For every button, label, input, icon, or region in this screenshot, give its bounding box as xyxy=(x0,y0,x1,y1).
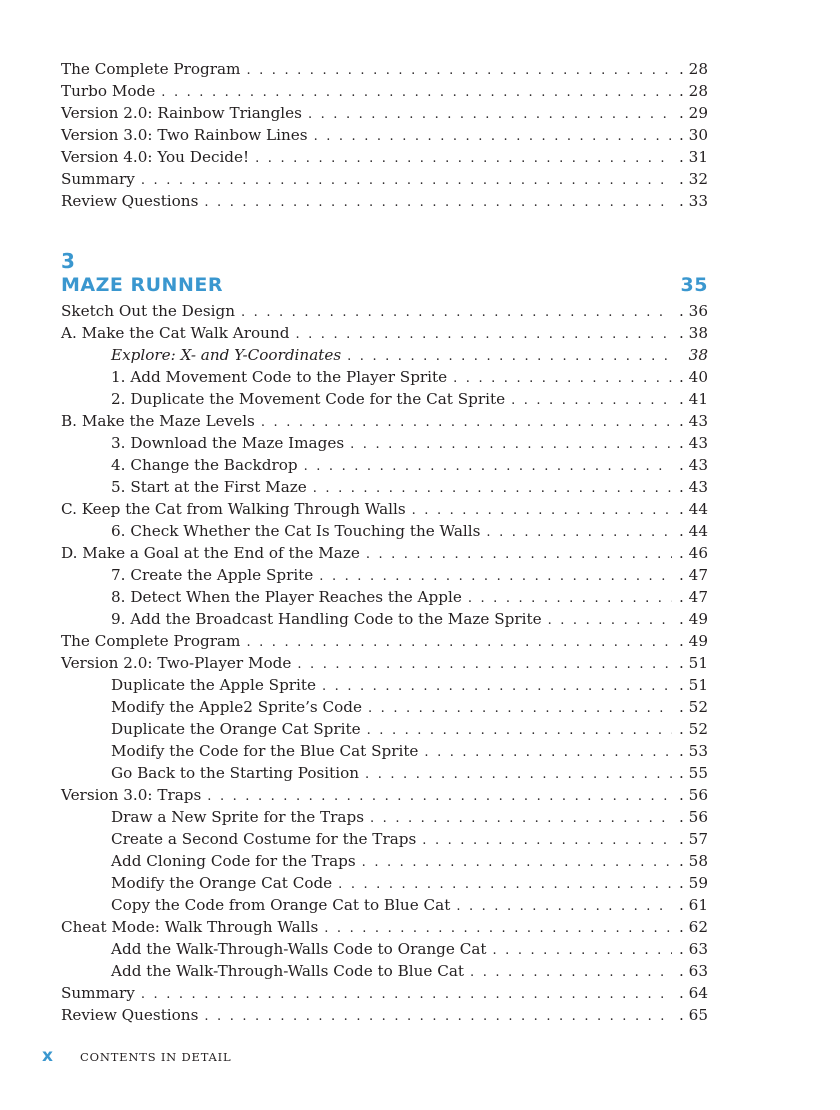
dot-leader xyxy=(241,302,672,324)
toc-entry-title: 6. Check Whether the Cat Is Touching the Walls xyxy=(111,522,481,540)
toc-entry-title: 4. Change the Backdrop xyxy=(111,456,298,474)
dot-leader xyxy=(246,632,672,654)
dot-leader xyxy=(308,104,672,126)
dot-leader xyxy=(468,588,672,610)
toc-entry-page: . 49 xyxy=(679,632,708,650)
toc-entry-title: The Complete Program xyxy=(61,632,241,650)
running-head: CONTENTS IN DETAIL xyxy=(80,1050,232,1064)
toc-entry-title: Go Back to the Starting Position xyxy=(111,764,360,782)
toc-entry xyxy=(61,520,708,542)
toc-entry-title: Duplicate the Orange Cat Sprite xyxy=(111,720,361,738)
toc-entry-title: 2. Duplicate the Movement Code for the Cat Sprite xyxy=(111,390,506,408)
toc-entry xyxy=(61,542,708,564)
toc-entry-page: . 32 xyxy=(679,170,708,188)
dot-leader xyxy=(367,720,672,742)
dot-leader xyxy=(362,852,672,874)
toc-entry-page: 38 xyxy=(688,346,708,364)
toc-entry-page: . 43 xyxy=(679,434,708,452)
toc-entry xyxy=(61,960,708,982)
dot-leader xyxy=(204,192,672,214)
toc-entry-page: . 31 xyxy=(679,148,708,166)
toc-entry-title: 1. Add Movement Code to the Player Sprite xyxy=(111,368,448,386)
toc-entry xyxy=(61,586,708,608)
toc-entry xyxy=(61,938,708,960)
toc-entry xyxy=(61,1004,708,1026)
toc-entry xyxy=(61,410,708,432)
dot-leader xyxy=(324,918,672,940)
toc-entry xyxy=(61,344,708,366)
toc-entry xyxy=(61,872,708,894)
toc-entry-title: Modify the Orange Cat Code xyxy=(111,874,333,892)
dot-leader xyxy=(261,412,672,434)
toc-entry-title: Modify the Apple2 Sprite’s Code xyxy=(111,698,363,716)
dot-leader xyxy=(422,830,672,852)
toc-entry-title: Review Questions xyxy=(61,1006,199,1024)
toc-entry-title: Add the Walk-Through-Walls Code to Blue Cat xyxy=(111,962,465,980)
toc-entry xyxy=(61,784,708,806)
toc-page xyxy=(61,58,708,1026)
toc-entry-title: Duplicate the Apple Sprite xyxy=(111,676,316,694)
toc-entry-title: B. Make the Maze Levels xyxy=(61,412,255,430)
chapter-number: 3 xyxy=(61,249,75,273)
dot-leader xyxy=(304,456,672,478)
toc-entry-title: Copy the Code from Orange Cat to Blue Cat xyxy=(111,896,451,914)
toc-entry xyxy=(61,432,708,454)
toc-entry-title: Cheat Mode: Walk Through Walls xyxy=(61,918,319,936)
toc-entry xyxy=(61,608,708,630)
dot-leader xyxy=(246,60,672,82)
toc-entry xyxy=(61,80,708,102)
toc-entry-page: . 55 xyxy=(679,764,708,782)
toc-entry-page: . 52 xyxy=(679,698,708,716)
toc-entry-title: Review Questions xyxy=(61,192,199,210)
toc-entry-title: Create a Second Costume for the Traps xyxy=(111,830,417,848)
toc-entry-page: . 44 xyxy=(679,522,708,540)
toc-entry xyxy=(61,762,708,784)
toc-entry xyxy=(61,454,708,476)
dot-leader xyxy=(548,610,672,632)
toc-entry-page: . 61 xyxy=(679,896,708,914)
dot-leader xyxy=(370,808,672,830)
toc-entry-page: . 65 xyxy=(679,1006,708,1024)
toc-entry-page: . 53 xyxy=(679,742,708,760)
toc-entry-title: Version 4.0: You Decide! xyxy=(61,148,250,166)
toc-entry-page: . 28 xyxy=(679,82,708,100)
toc-entry-page: . 43 xyxy=(679,478,708,496)
toc-entry xyxy=(61,630,708,652)
toc-entry-page: . 57 xyxy=(679,830,708,848)
dot-leader xyxy=(338,874,672,896)
dot-leader xyxy=(297,654,672,676)
toc-entry xyxy=(61,828,708,850)
toc-entry xyxy=(61,168,708,190)
toc-entry-title: Version 2.0: Two-Player Mode xyxy=(61,654,292,672)
toc-entry xyxy=(61,124,708,146)
dot-leader xyxy=(313,478,672,500)
toc-entry-page: . 29 xyxy=(679,104,708,122)
dot-leader xyxy=(511,390,672,412)
toc-entry-page: . 63 xyxy=(679,962,708,980)
toc-entry-page: . 62 xyxy=(679,918,708,936)
toc-entry-title: Version 3.0: Two Rainbow Lines xyxy=(61,126,308,144)
toc-entry-title: 5. Start at the First Maze xyxy=(111,478,307,496)
dot-leader xyxy=(161,82,672,104)
toc-entry-page: . 52 xyxy=(679,720,708,738)
toc-entry-title: D. Make a Goal at the End of the Maze xyxy=(61,544,360,562)
previous-chapter-entries xyxy=(61,58,708,212)
toc-entry xyxy=(61,652,708,674)
toc-entry xyxy=(61,916,708,938)
toc-entry xyxy=(61,718,708,740)
toc-entry-page: . 63 xyxy=(679,940,708,958)
dot-leader xyxy=(365,764,672,786)
toc-entry-title: C. Keep the Cat from Walking Through Walls xyxy=(61,500,406,518)
toc-entry-page: . 40 xyxy=(679,368,708,386)
toc-entry xyxy=(61,498,708,520)
dot-leader xyxy=(453,368,672,390)
toc-entry xyxy=(61,806,708,828)
dot-leader xyxy=(319,566,672,588)
dot-leader xyxy=(141,170,672,192)
toc-entry-page: . 43 xyxy=(679,456,708,474)
dot-leader xyxy=(493,940,673,962)
toc-entry xyxy=(61,740,708,762)
toc-entry xyxy=(61,674,708,696)
dot-leader xyxy=(255,148,672,170)
toc-entry-title: 7. Create the Apple Sprite xyxy=(111,566,314,584)
toc-entry-title: Turbo Mode xyxy=(61,82,156,100)
dot-leader xyxy=(470,962,672,984)
dot-leader xyxy=(366,544,672,566)
toc-entry-title: 8. Detect When the Player Reaches the Apple xyxy=(111,588,462,606)
toc-entry-page: . 33 xyxy=(679,192,708,210)
page-footer xyxy=(42,1046,231,1066)
toc-entry-page: . 59 xyxy=(679,874,708,892)
dot-leader xyxy=(486,522,672,544)
toc-entry xyxy=(61,366,708,388)
toc-entry xyxy=(61,696,708,718)
toc-entry xyxy=(61,146,708,168)
toc-entry-title: A. Make the Cat Walk Around xyxy=(61,324,290,342)
toc-entry-title: Summary xyxy=(61,984,135,1002)
dot-leader xyxy=(314,126,672,148)
toc-entry-title: 3. Download the Maze Images xyxy=(111,434,345,452)
toc-entry xyxy=(61,476,708,498)
dot-leader xyxy=(204,1006,672,1028)
toc-entry xyxy=(61,388,708,410)
chapter-heading xyxy=(61,250,708,298)
toc-entry-page: . 44 xyxy=(679,500,708,518)
toc-entry-title: 9. Add the Broadcast Handling Code to the Maze Sprite xyxy=(111,610,542,628)
toc-entry-page: . 43 xyxy=(679,412,708,430)
dot-leader xyxy=(295,324,672,346)
toc-entry xyxy=(61,894,708,916)
dot-leader xyxy=(412,500,672,522)
dot-leader xyxy=(322,676,672,698)
toc-entry-page: . 56 xyxy=(679,786,708,804)
toc-entry-title: Version 2.0: Rainbow Triangles xyxy=(61,104,302,122)
toc-entry-title: Draw a New Sprite for the Traps xyxy=(111,808,364,826)
dot-leader xyxy=(141,984,672,1006)
toc-entry-page: . 64 xyxy=(679,984,708,1002)
toc-entry-page: . 36 xyxy=(679,302,708,320)
toc-entry-title: Modify the Code for the Blue Cat Sprite xyxy=(111,742,419,760)
toc-entry xyxy=(61,322,708,344)
toc-entry-title: Summary xyxy=(61,170,135,188)
toc-entry-page: . 30 xyxy=(679,126,708,144)
dot-leader xyxy=(368,698,672,720)
toc-entry xyxy=(61,58,708,80)
toc-entry-page: . 58 xyxy=(679,852,708,870)
toc-entry-title: Explore: X- and Y-Coordinates xyxy=(111,346,342,364)
toc-entry xyxy=(61,564,708,586)
dot-leader xyxy=(424,742,672,764)
toc-entry-page: . 56 xyxy=(679,808,708,826)
chapter-title: MAZE RUNNER xyxy=(61,274,223,296)
toc-entry xyxy=(61,102,708,124)
chapter-page: 35 xyxy=(680,274,708,296)
toc-entry xyxy=(61,850,708,872)
toc-entry-title: Add Cloning Code for the Traps xyxy=(111,852,356,870)
toc-entry xyxy=(61,982,708,1004)
toc-entry xyxy=(61,300,708,322)
toc-entry-page: . 46 xyxy=(679,544,708,562)
toc-entry-title: The Complete Program xyxy=(61,60,241,78)
toc-entry xyxy=(61,190,708,212)
toc-entry-page: . 51 xyxy=(679,676,708,694)
toc-entry-page: . 47 xyxy=(679,566,708,584)
dot-leader xyxy=(207,786,672,808)
dot-leader xyxy=(456,896,672,918)
dot-leader xyxy=(347,346,672,368)
folio-number: x xyxy=(42,1046,53,1066)
toc-entry-page: . 49 xyxy=(679,610,708,628)
toc-entry-page: . 38 xyxy=(679,324,708,342)
toc-entry-page: . 28 xyxy=(679,60,708,78)
toc-entry-title: Version 3.0: Traps xyxy=(61,786,202,804)
toc-entry-page: . 51 xyxy=(679,654,708,672)
toc-entry-page: . 41 xyxy=(679,390,708,408)
dot-leader xyxy=(350,434,672,456)
chapter-title-row xyxy=(61,272,708,298)
chapter-entries xyxy=(61,300,708,1026)
toc-entry-title: Sketch Out the Design xyxy=(61,302,235,320)
toc-entry-title: Add the Walk-Through-Walls Code to Orange Cat xyxy=(111,940,487,958)
toc-entry-page: . 47 xyxy=(679,588,708,606)
